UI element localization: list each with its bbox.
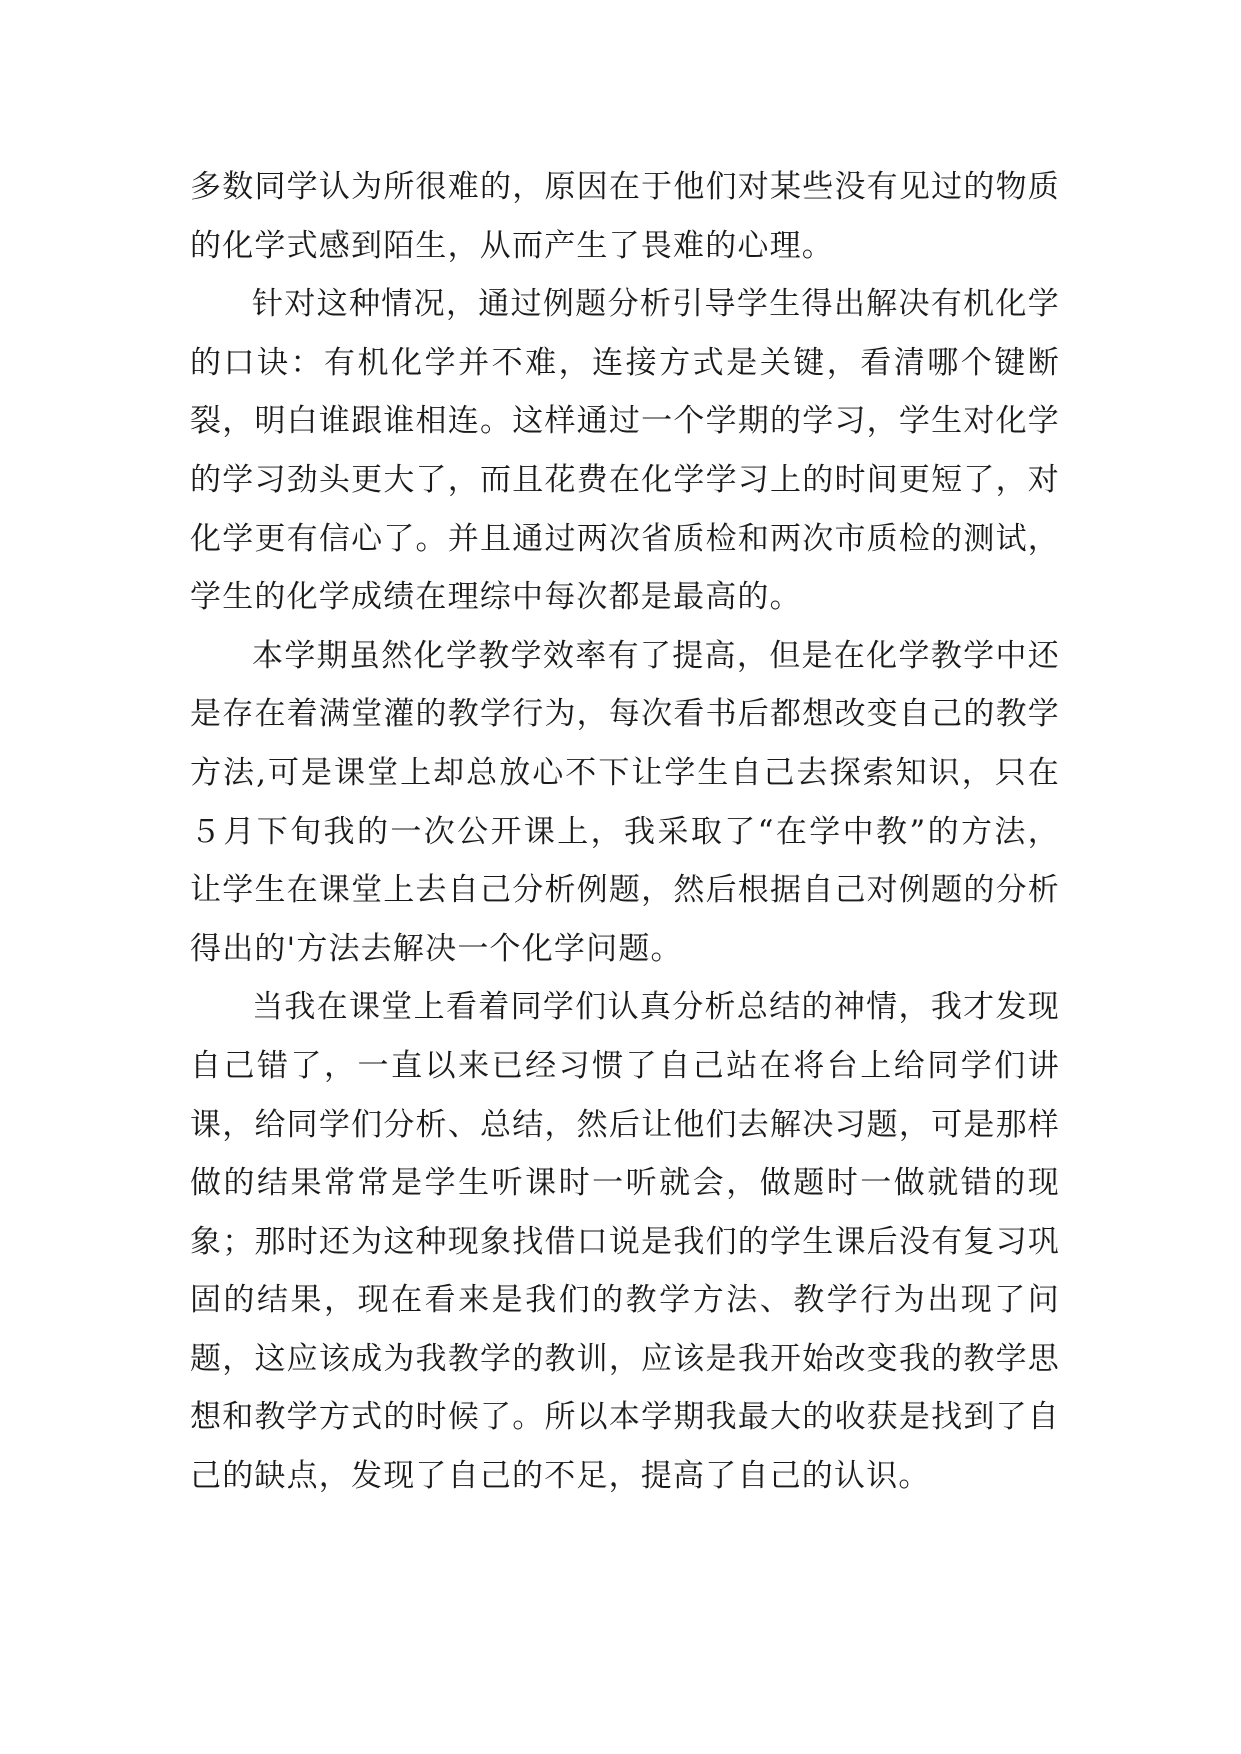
paragraph-reflection: 当我在课堂上看着同学们认真分析总结的神情，我才发现自己错了，一直以来已经习惯了自己站在将台上给同学们讲课，给同学们分析、总结，然后让他们去解决习题，可是那样做的结果常常是学生听课时一听就会，做题时一做就错的现象；那时还为这种现象找借口说是我们的学生课后没有复习巩固的结果，现在看来是我们的教学方法、教学行为出现了问题，这应该成为我教学的教训，应该是我开始改变我的教学思想和教学方式的时候了。所以本学期我最大的收获是找到了自己的缺点，发现了自己的不足，提高了自己的认识。 xyxy=(190,989,1060,1495)
paragraph-organic-chemistry-mnemonic: 针对这种情况，通过例题分析引导学生得出解决有机化学的口诀：有机化学并不难，连接方式是关键，看清哪个键断裂，明白谁跟谁相连。这样通过一个学期的学习，学生对化学的学习劲头更大了，而且花费在化学学习上的时间更短了，对化学更有信心了。并且通过两次省质检和两次市质检的测试，学生的化学成绩在理综中每次都是最高的。 xyxy=(190,286,1060,616)
paragraph-continuation: 多数同学认为所很难的，原因在于他们对某些没有见过的物质的化学式感到陌生，从而产生了畏难的心理。 xyxy=(190,169,1060,264)
paragraph-teaching-efficiency: 本学期虽然化学教学效率有了提高，但是在化学教学中还是存在着满堂灌的教学行为，每次看书后都想改变自己的教学方法,可是课堂上却总放心不下让学生自己去探索知识，只在５月下旬我的一次公开课上，我采取了“在学中教”的方法，让学生在课堂上去自己分析例题，然后根据自己对例题的分析得出的'方法去解决一个化学问题。 xyxy=(190,637,1060,967)
document-body xyxy=(190,158,1060,1506)
